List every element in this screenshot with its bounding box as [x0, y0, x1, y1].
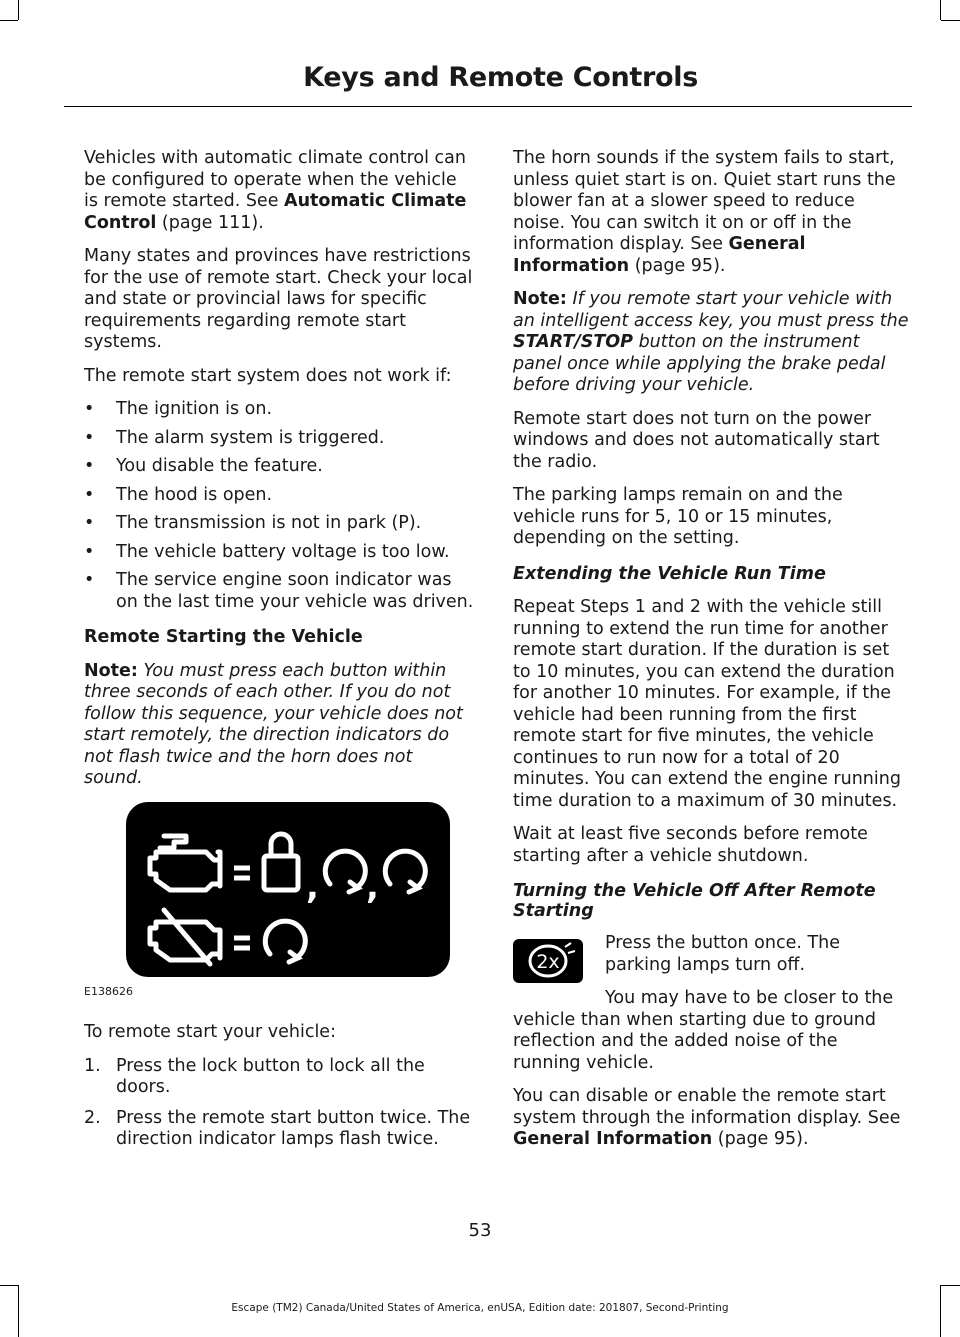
button-press-count: 2x [536, 951, 560, 973]
crop-mark [0, 1285, 18, 1286]
double-press-button-icon [513, 939, 583, 983]
link-automatic-climate-control[interactable]: Automatic Climate Control [84, 191, 467, 233]
paragraph-does-not-work: The remote start system does not work if: [84, 365, 452, 386]
header-rule [64, 106, 912, 107]
page-title: Keys and Remote Controls [303, 62, 698, 93]
equals-icon [234, 868, 250, 878]
list-item: • The hood is open. [84, 484, 273, 505]
lock-icon [264, 834, 298, 890]
paragraph-closer: You may have to be closer to the vehicle than when starting due to ground reflection and the added noise of the running vehicle. [513, 988, 894, 1073]
paragraph-wait: Wait at least five seconds before remote starting after a vehicle shutdown. [513, 824, 868, 866]
paragraph-climate: Vehicles with automatic climate control can be configured to operate when the vehicle is remote started. See Automatic Climate Control (page 111). [84, 148, 467, 233]
remote-start-icon [265, 921, 305, 962]
steps-list [84, 1056, 476, 1151]
list-item: 2. Press the remote start button twice. The direction indicator lamps flash twice. [84, 1107, 471, 1149]
figure-id: E138626 [84, 984, 133, 998]
remote-start-sequence-figure [126, 802, 450, 977]
list-item: • The ignition is on. [84, 399, 273, 419]
heading-turning-off: Turning the Vehicle Off After Remote Starting [513, 881, 876, 921]
heading-remote-starting: Remote Starting the Vehicle [84, 627, 363, 647]
crop-mark [940, 0, 941, 20]
list-item: • The alarm system is triggered. [84, 427, 385, 448]
note-intelligent-access: Note: If you remote start your vehicle with an intelligent access key, you must press the START/STOP button on the instrument panel once while applying the brake pedal before driving your vehicle. [513, 289, 909, 395]
crop-mark [941, 1285, 960, 1286]
page-number: 53 [468, 1220, 492, 1241]
conditions-list [84, 399, 476, 613]
list-item: • The transmission is not in park (P). [84, 513, 422, 533]
crop-mark [941, 20, 960, 21]
link-general-information[interactable]: General Information [513, 234, 806, 276]
paragraph-repeat-steps: Repeat Steps 1 and 2 with the vehicle still running to extend the run time for another remote start duration. If the duration is set to 10 minutes, you can extend the duration for another 10 minutes. For example, if the vehicle had been running from the first remote start for five minutes, the vehicle continues to run now for a total of 20 minutes. You can extend the engine running time duration to a maximum of 30 minutes. [513, 597, 901, 811]
list-item: 1. Press the lock button to lock all the doors. [84, 1055, 425, 1097]
paragraph-to-remote-start: To remote start your vehicle: [84, 1022, 336, 1042]
list-item: • The service engine soon indicator was on the last time your vehicle was driven. [84, 570, 474, 612]
comma-separator: , [366, 866, 379, 907]
footer-edition: Escape (TM2) Canada/United States of America, enUSA, Edition date: 201807, Second-Printing [231, 1302, 729, 1314]
remote-start-icon [385, 851, 425, 892]
left-column [84, 148, 476, 1160]
engine-icon [150, 836, 220, 890]
paragraph-power-windows: Remote start does not turn on the power windows and does not automatically start the radio. [513, 408, 880, 472]
paragraph-horn: The horn sounds if the system fails to start, unless quiet start is on. Quiet start runs the blower fan at a slower speed to reduce noise. You can switch it on or off in the information display. See General Information (page 95). [513, 148, 896, 276]
right-column [513, 148, 909, 1163]
paragraph-press-once: Press the button once. The parking lamps turn off. [605, 933, 841, 975]
remote-start-diagram [126, 802, 450, 977]
crop-mark [18, 0, 19, 20]
engine-off-icon [150, 910, 220, 964]
link-general-information[interactable]: General Information [513, 1129, 713, 1149]
paragraph-parking-lamps: The parking lamps remain on and the vehicle runs for 5, 10 or 15 minutes, depending on the setting. [513, 485, 843, 548]
comma-separator: , [306, 866, 319, 907]
crop-mark [0, 20, 18, 21]
list-item: • You disable the feature. [84, 456, 323, 476]
paragraph-restrictions: Many states and provinces have restrictions for the use of remote start. Check your local and state or provincial laws for specific requirements regarding remote start systems. [84, 246, 473, 352]
paragraph-disable-enable: You can disable or enable the remote start system through the information display. See General Information (page 95). [513, 1086, 901, 1149]
list-item: • The vehicle battery voltage is too low. [84, 541, 450, 562]
press-button-block [513, 933, 909, 976]
equals-icon [234, 938, 250, 948]
remote-start-icon [325, 851, 365, 892]
heading-extending-run-time: Extending the Vehicle Run Time [513, 563, 826, 584]
note-sequence: Note: You must press each button within three seconds of each other. If you do not follow this sequence, your vehicle does not start remotely, the direction indicators do not flash twice and the horn does not sound. [84, 660, 463, 788]
